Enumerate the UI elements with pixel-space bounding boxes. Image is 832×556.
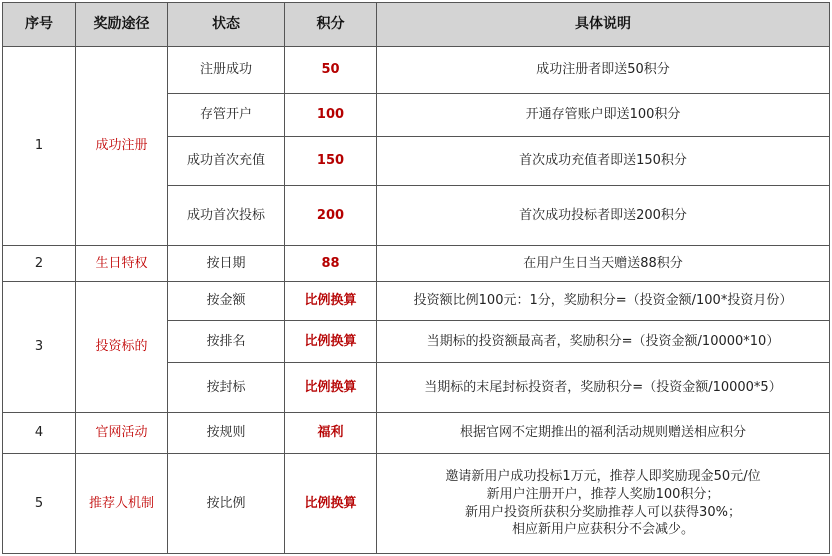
- points-cell: 100: [285, 94, 377, 137]
- desc-cell: 在用户生日当天赠送88积分: [377, 246, 830, 282]
- table-row: [3, 47, 830, 94]
- points-cell: 88: [285, 246, 377, 282]
- status-cell: 按金额: [168, 282, 285, 321]
- status-cell: 成功首次充值: [168, 137, 285, 186]
- header-points: 积分: [285, 3, 377, 47]
- channel-cell: 投资标的: [76, 282, 168, 413]
- header-seq: 序号: [3, 3, 76, 47]
- status-cell: 注册成功: [168, 47, 285, 94]
- status-cell: 按日期: [168, 246, 285, 282]
- desc-cell: 投资额比例100元：1分，奖励积分=（投资金额/100*投资月份）: [377, 282, 830, 321]
- status-cell: 按比例: [168, 454, 285, 554]
- seq-cell: 2: [3, 246, 76, 282]
- seq-cell: 3: [3, 282, 76, 413]
- desc-cell: 开通存管账户即送100积分: [377, 94, 830, 137]
- desc-cell: [377, 454, 830, 554]
- desc-cell: 成功注册者即送50积分: [377, 47, 830, 94]
- table-row: [3, 282, 830, 321]
- header-channel: 奖励途径: [76, 3, 168, 47]
- status-cell: 按规则: [168, 413, 285, 454]
- points-cell: 比例换算: [285, 454, 377, 554]
- status-cell: 按排名: [168, 321, 285, 363]
- desc-cell: 当期标的投资额最高者，奖励积分=（投资金额/10000*10）: [377, 321, 830, 363]
- desc-line: 新用户注册开户，推荐人奖励100积分；: [486, 486, 720, 502]
- table-row: [3, 454, 830, 554]
- desc-line: 邀请新用户成功投标1万元，推荐人即奖励现金50元/位: [445, 469, 761, 485]
- table-row: [3, 246, 830, 282]
- points-cell: 50: [285, 47, 377, 94]
- points-cell: 200: [285, 186, 377, 246]
- table-row: [3, 413, 830, 454]
- channel-cell: 成功注册: [76, 47, 168, 246]
- desc-cell: 首次成功充值者即送150积分: [377, 137, 830, 186]
- points-cell: 比例换算: [285, 282, 377, 321]
- channel-cell: 生日特权: [76, 246, 168, 282]
- status-cell: 成功首次投标: [168, 186, 285, 246]
- status-cell: 按封标: [168, 363, 285, 413]
- points-cell: 150: [285, 137, 377, 186]
- status-cell: 存管开户: [168, 94, 285, 137]
- points-table: [2, 2, 830, 554]
- points-cell: 福利: [285, 413, 377, 454]
- header-status: 状态: [168, 3, 285, 47]
- desc-cell: 当期标的末尾封标投资者，奖励积分=（投资金额/10000*5）: [377, 363, 830, 413]
- header-desc: 具体说明: [377, 3, 830, 47]
- desc-cell: 首次成功投标者即送200积分: [377, 186, 830, 246]
- header-row: [3, 3, 830, 47]
- seq-cell: 4: [3, 413, 76, 454]
- seq-cell: 5: [3, 454, 76, 554]
- desc-line: 相应新用户应获积分不会减少。: [511, 522, 694, 538]
- channel-cell: 推荐人机制: [76, 454, 168, 554]
- seq-cell: 1: [3, 47, 76, 246]
- desc-line: 新用户投资所获积分奖励推荐人可以获得30%；: [465, 504, 741, 520]
- channel-cell: 官网活动: [76, 413, 168, 454]
- points-cell: 比例换算: [285, 363, 377, 413]
- points-cell: 比例换算: [285, 321, 377, 363]
- desc-cell: 根据官网不定期推出的福利活动规则赠送相应积分: [377, 413, 830, 454]
